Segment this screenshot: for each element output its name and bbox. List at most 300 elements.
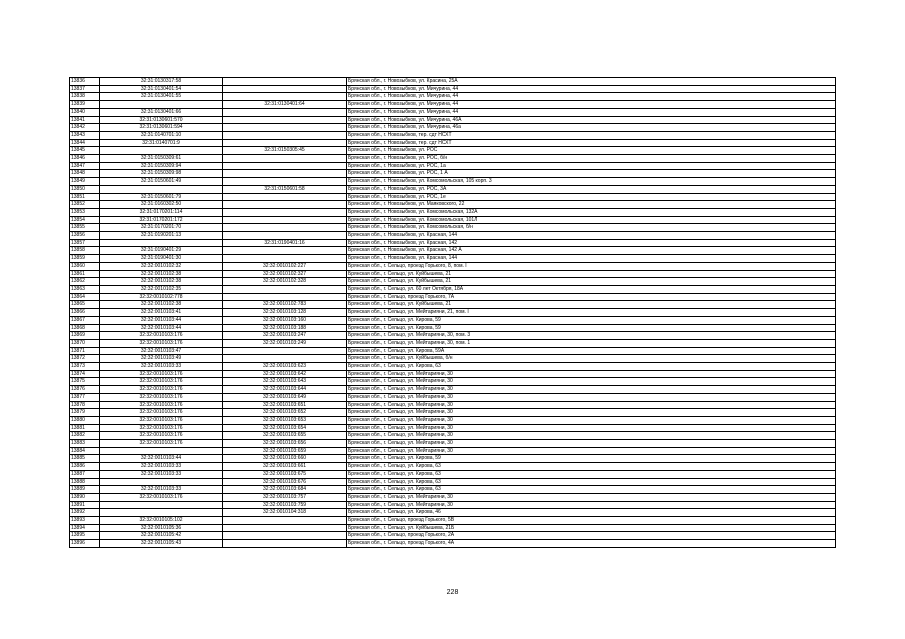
parcel-cadastral-number-cell: [100, 447, 223, 455]
table-row: [70, 463, 836, 471]
table-row: [70, 378, 836, 386]
table-row: [70, 355, 836, 363]
parcel-cadastral-number-cell: 32:32:0010103:33: [100, 463, 223, 471]
parcel-cadastral-number-cell: 32:32:0010105:42: [100, 532, 223, 540]
object-cadastral-number-cell: [223, 524, 347, 532]
row-number-cell: 13894: [70, 524, 100, 532]
table-row: [70, 93, 836, 101]
table-row: [70, 532, 836, 540]
parcel-cadastral-number-cell: 32:32:0010102:32: [100, 262, 223, 270]
object-cadastral-number-cell: 32:32:0010103:643: [223, 378, 347, 386]
address-cell: Брянская обл., г. Новозыбков, ул. Мичурина, 44: [347, 108, 836, 116]
parcel-cadastral-number-cell: 32:32:0010103:176: [100, 493, 223, 501]
row-number-cell: 13850: [70, 185, 100, 193]
object-cadastral-number-cell: 32:31:0150601:58: [223, 185, 347, 193]
address-cell: Брянская обл., г. Сельцо, ул. Кирова, 59А: [347, 347, 836, 355]
row-number-cell: 13839: [70, 101, 100, 109]
address-cell: Брянская обл., г. Сельцо, ул. Мейтарияни, 30: [347, 424, 836, 432]
table-row: [70, 332, 836, 340]
table-row: [70, 540, 836, 548]
parcel-cadastral-number-cell: 32:31:0150601:79: [100, 193, 223, 201]
object-cadastral-number-cell: 32:32:0010103:655: [223, 432, 347, 440]
object-cadastral-number-cell: 32:32:0010103:160: [223, 316, 347, 324]
object-cadastral-number-cell: 32:32:0010102:327: [223, 270, 347, 278]
row-number-cell: 13881: [70, 424, 100, 432]
parcel-cadastral-number-cell: 32:32:0010103:44: [100, 324, 223, 332]
object-cadastral-number-cell: [223, 224, 347, 232]
address-cell: Брянская обл., г. Сельцо, ул. Кирова, 63: [347, 486, 836, 494]
object-cadastral-number-cell: [223, 208, 347, 216]
parcel-cadastral-number-cell: 32:32:0010103:176: [100, 386, 223, 394]
parcel-cadastral-number-cell: 32:31:0150309:94: [100, 162, 223, 170]
object-cadastral-number-cell: 32:32:0010103:661: [223, 463, 347, 471]
address-cell: Брянская обл., г. Сельцо, ул. Куйбышева, б/н: [347, 355, 836, 363]
row-number-cell: 13843: [70, 131, 100, 139]
object-cadastral-number-cell: [223, 285, 347, 293]
object-cadastral-number-cell: [223, 93, 347, 101]
row-number-cell: 13842: [70, 124, 100, 132]
address-cell: Брянская обл., г. Новозыбков, тер. сдт НСХТ: [347, 139, 836, 147]
address-cell: Брянская обл., г. Новозыбков, ул. Комсомольская, б/н: [347, 224, 836, 232]
object-cadastral-number-cell: [223, 540, 347, 548]
parcel-cadastral-number-cell: 32:32:0010103:176: [100, 332, 223, 340]
row-number-cell: 13891: [70, 501, 100, 509]
row-number-cell: 13864: [70, 293, 100, 301]
address-cell: Брянская обл., г. Новозыбков, ул. Мичурина, 44: [347, 93, 836, 101]
row-number-cell: 13855: [70, 224, 100, 232]
parcel-cadastral-number-cell: 32:32:0010103:176: [100, 409, 223, 417]
address-cell: Брянская обл., г. Сельцо, ул. Кирова, 63: [347, 363, 836, 371]
row-number-cell: 13870: [70, 339, 100, 347]
row-number-cell: 13860: [70, 262, 100, 270]
table-row: [70, 324, 836, 332]
row-number-cell: 13879: [70, 409, 100, 417]
table-row: [70, 486, 836, 494]
table-row: [70, 124, 836, 132]
parcel-cadastral-number-cell: 32:31:0140701:10: [100, 131, 223, 139]
table-row: [70, 470, 836, 478]
table-row: [70, 78, 836, 86]
parcel-cadastral-number-cell: [100, 239, 223, 247]
address-cell: Брянская обл., г. Новозыбков, ул. РОС, 1а: [347, 162, 836, 170]
object-cadastral-number-cell: [223, 355, 347, 363]
parcel-cadastral-number-cell: [100, 101, 223, 109]
object-cadastral-number-cell: 32:32:0010103:623: [223, 363, 347, 371]
object-cadastral-number-cell: 32:32:0010103:660: [223, 455, 347, 463]
address-cell: Брянская обл., г. Новозыбков, ул. Красная, 142: [347, 239, 836, 247]
table-row: [70, 208, 836, 216]
row-number-cell: 13890: [70, 493, 100, 501]
parcel-cadastral-number-cell: 32:32:0010105:102: [100, 517, 223, 525]
table-row: [70, 316, 836, 324]
object-cadastral-number-cell: [223, 162, 347, 170]
parcel-cadastral-number-cell: 32:31:0130601:570: [100, 116, 223, 124]
table-row: [70, 116, 836, 124]
address-cell: Брянская обл., г. Сельцо, ул. Мейтарияни, 30: [347, 447, 836, 455]
row-number-cell: 13854: [70, 216, 100, 224]
table-row: [70, 162, 836, 170]
object-cadastral-number-cell: 32:32:0010102:783: [223, 301, 347, 309]
parcel-cadastral-number-cell: 32:32:0010102:778: [100, 293, 223, 301]
row-number-cell: 13837: [70, 85, 100, 93]
object-cadastral-number-cell: [223, 216, 347, 224]
address-cell: Брянская обл., г. Новозыбков, ул. РОС, 1е: [347, 193, 836, 201]
parcel-cadastral-number-cell: 32:31:0190201:13: [100, 232, 223, 240]
object-cadastral-number-cell: 32:32:0010103:249: [223, 339, 347, 347]
address-cell: Брянская обл., г. Новозыбков, ул. РОС, 1 А: [347, 170, 836, 178]
parcel-cadastral-number-cell: 32:31:0150601:49: [100, 178, 223, 186]
row-number-cell: 13847: [70, 162, 100, 170]
table-row: [70, 155, 836, 163]
row-number-cell: 13872: [70, 355, 100, 363]
parcel-cadastral-number-cell: 32:31:0170201:70: [100, 224, 223, 232]
object-cadastral-number-cell: [223, 178, 347, 186]
row-number-cell: 13889: [70, 486, 100, 494]
row-number-cell: 13861: [70, 270, 100, 278]
table-row: [70, 309, 836, 317]
object-cadastral-number-cell: 32:32:0010102:328: [223, 278, 347, 286]
table-row: [70, 285, 836, 293]
address-cell: Брянская обл., г. Сельцо, ул. Мейтарияни, 30: [347, 440, 836, 448]
parcel-cadastral-number-cell: [100, 509, 223, 517]
object-cadastral-number-cell: 32:32:0010103:656: [223, 440, 347, 448]
table-row: [70, 101, 836, 109]
object-cadastral-number-cell: 32:31:0150305:45: [223, 147, 347, 155]
table-row: [70, 108, 836, 116]
parcel-cadastral-number-cell: 32:32:0010103:47: [100, 347, 223, 355]
table-row: [70, 185, 836, 193]
row-number-cell: 13851: [70, 193, 100, 201]
address-cell: Брянская обл., г. Сельцо, ул. Мейтарияни, 30: [347, 416, 836, 424]
parcel-cadastral-number-cell: 32:32:0010105:36: [100, 524, 223, 532]
address-cell: Брянская обл., г. Сельцо, проезд Горького, 7А: [347, 293, 836, 301]
object-cadastral-number-cell: [223, 139, 347, 147]
row-number-cell: 13867: [70, 316, 100, 324]
row-number-cell: 13873: [70, 363, 100, 371]
address-cell: Брянская обл., г. Новозыбков, ул. Маяковского, 22: [347, 201, 836, 209]
address-cell: Брянская обл., г. Сельцо, ул. Мейтарияни, 30, пом. 3: [347, 332, 836, 340]
table-row: [70, 478, 836, 486]
parcel-cadastral-number-cell: 32:31:0150309:61: [100, 155, 223, 163]
address-cell: Брянская обл., г. Новозыбков, ул. РОС: [347, 147, 836, 155]
object-cadastral-number-cell: 32:32:0010103:649: [223, 393, 347, 401]
row-number-cell: 13876: [70, 386, 100, 394]
address-cell: Брянская обл., г. Новозыбков, ул. Красная, 144: [347, 232, 836, 240]
table-row: [70, 517, 836, 525]
parcel-cadastral-number-cell: 32:32:0010103:176: [100, 416, 223, 424]
address-cell: Брянская обл., г. Сельцо, ул. Мейтарияни, 30: [347, 501, 836, 509]
parcel-cadastral-number-cell: [100, 185, 223, 193]
row-number-cell: 13888: [70, 478, 100, 486]
object-cadastral-number-cell: 32:32:0010103:759: [223, 501, 347, 509]
object-cadastral-number-cell: [223, 193, 347, 201]
address-cell: Брянская обл., г. Сельцо, ул. Мейтарияни, 30: [347, 493, 836, 501]
parcel-cadastral-number-cell: 32:32:0010105:43: [100, 540, 223, 548]
row-number-cell: 13859: [70, 255, 100, 263]
table-row: [70, 270, 836, 278]
object-cadastral-number-cell: 32:32:0010103:676: [223, 478, 347, 486]
table-row: [70, 193, 836, 201]
object-cadastral-number-cell: 32:32:0010103:188: [223, 324, 347, 332]
parcel-cadastral-number-cell: 32:32:0010103:176: [100, 401, 223, 409]
address-cell: Брянская обл., г. Сельцо, проезд Горького, 5В: [347, 517, 836, 525]
address-cell: Брянская обл., г. Новозыбков, ул. РОС, б/н: [347, 155, 836, 163]
object-cadastral-number-cell: 32:32:0010103:652: [223, 409, 347, 417]
row-number-cell: 13863: [70, 285, 100, 293]
object-cadastral-number-cell: [223, 85, 347, 93]
table-row: [70, 262, 836, 270]
row-number-cell: 13857: [70, 239, 100, 247]
object-cadastral-number-cell: [223, 347, 347, 355]
table-row: [70, 339, 836, 347]
address-cell: Брянская обл., г. Сельцо, ул. Куйбышева, 21: [347, 270, 836, 278]
address-cell: Брянская обл., г. Сельцо, ул. Куйбышева, 21: [347, 301, 836, 309]
parcel-cadastral-number-cell: 32:32:0010103:49: [100, 355, 223, 363]
row-number-cell: 13868: [70, 324, 100, 332]
row-number-cell: 13875: [70, 378, 100, 386]
parcel-cadastral-number-cell: [100, 501, 223, 509]
row-number-cell: 13856: [70, 232, 100, 240]
address-cell: Брянская обл., г. Новозыбков, ул. Комсомольская, 105 корп. 3: [347, 178, 836, 186]
object-cadastral-number-cell: [223, 293, 347, 301]
parcel-cadastral-number-cell: 32:32:0010103:33: [100, 363, 223, 371]
parcel-cadastral-number-cell: 32:31:0140701:9: [100, 139, 223, 147]
table-row: [70, 247, 836, 255]
row-number-cell: 13853: [70, 208, 100, 216]
table-row: [70, 440, 836, 448]
parcel-cadastral-number-cell: 32:32:0010103:176: [100, 424, 223, 432]
table-row: [70, 239, 836, 247]
parcel-cadastral-number-cell: 32:31:0130317:58: [100, 78, 223, 86]
address-cell: Брянская обл., г. Сельцо, ул. Кирова, 63: [347, 478, 836, 486]
parcel-cadastral-number-cell: 32:31:0150309:98: [100, 170, 223, 178]
row-number-cell: 13896: [70, 540, 100, 548]
parcel-cadastral-number-cell: 32:32:0010103:176: [100, 370, 223, 378]
row-number-cell: 13862: [70, 278, 100, 286]
parcel-cadastral-number-cell: 32:32:0010103:44: [100, 316, 223, 324]
object-cadastral-number-cell: [223, 255, 347, 263]
parcel-cadastral-number-cell: 32:32:0010103:176: [100, 393, 223, 401]
table-row: [70, 416, 836, 424]
parcel-cadastral-number-cell: 32:32:0010103:176: [100, 432, 223, 440]
object-cadastral-number-cell: [223, 247, 347, 255]
address-cell: Брянская обл., г. Новозыбков, ул. Комсомольская, 132А: [347, 208, 836, 216]
row-number-cell: 13871: [70, 347, 100, 355]
object-cadastral-number-cell: [223, 131, 347, 139]
object-cadastral-number-cell: 32:31:0190401:16: [223, 239, 347, 247]
parcel-cadastral-number-cell: 32:31:0130401:55: [100, 93, 223, 101]
object-cadastral-number-cell: [223, 201, 347, 209]
parcel-cadastral-number-cell: 32:32:0010103:44: [100, 455, 223, 463]
parcel-cadastral-number-cell: 32:32:0010103:176: [100, 339, 223, 347]
object-cadastral-number-cell: [223, 124, 347, 132]
table-row: [70, 455, 836, 463]
table-row: [70, 178, 836, 186]
address-cell: Брянская обл., г. Новозыбков, ул. Красная, 144: [347, 255, 836, 263]
address-cell: Брянская обл., г. Сельцо, ул. Куйбышева, 21Б: [347, 524, 836, 532]
address-cell: Брянская обл., г. Сельцо, ул. Мейтарияни, 30: [347, 386, 836, 394]
address-cell: Брянская обл., г. Сельцо, ул. Мейтарияни, 30: [347, 401, 836, 409]
address-cell: Брянская обл., г. Новозыбков, ул. Мичурина, 44: [347, 101, 836, 109]
table-row: [70, 393, 836, 401]
table-row: [70, 347, 836, 355]
object-cadastral-number-cell: 32:32:0010104:318: [223, 509, 347, 517]
table-row: [70, 432, 836, 440]
row-number-cell: 13892: [70, 509, 100, 517]
parcel-cadastral-number-cell: 32:32:0010102:35: [100, 285, 223, 293]
table-row: [70, 363, 836, 371]
parcel-cadastral-number-cell: 32:32:0010103:176: [100, 378, 223, 386]
address-cell: Брянская обл., г. Сельцо, ул. Кирова, 59: [347, 324, 836, 332]
table-row: [70, 447, 836, 455]
table-row: [70, 147, 836, 155]
table-row: [70, 278, 836, 286]
document-sheet: [69, 77, 835, 548]
object-cadastral-number-cell: 32:32:0010103:653: [223, 416, 347, 424]
row-number-cell: 13841: [70, 116, 100, 124]
table-row: [70, 224, 836, 232]
table-row: [70, 131, 836, 139]
address-cell: Брянская обл., г. Сельцо, проезд Горького, 8, пом. I: [347, 262, 836, 270]
address-cell: Брянская обл., г. Сельцо, ул. Мейтарияни, 30: [347, 409, 836, 417]
address-cell: Брянская обл., г. Новозыбков, тер. сдт НСХТ: [347, 131, 836, 139]
table-row: [70, 509, 836, 517]
parcel-cadastral-number-cell: 32:31:0130601:594: [100, 124, 223, 132]
row-number-cell: 13846: [70, 155, 100, 163]
address-cell: Брянская обл., г. Сельцо, ул. Кирова, 59: [347, 455, 836, 463]
parcel-cadastral-number-cell: 32:31:0130401:66: [100, 108, 223, 116]
row-number-cell: 13895: [70, 532, 100, 540]
object-cadastral-number-cell: [223, 517, 347, 525]
row-number-cell: 13848: [70, 170, 100, 178]
address-cell: Брянская обл., г. Сельцо, ул. Кирова, 59: [347, 316, 836, 324]
object-cadastral-number-cell: 32:32:0010102:227: [223, 262, 347, 270]
object-cadastral-number-cell: [223, 108, 347, 116]
parcel-cadastral-number-cell: 32:31:0160302:50: [100, 201, 223, 209]
object-cadastral-number-cell: 32:32:0010103:675: [223, 470, 347, 478]
parcel-cadastral-number-cell: 32:31:0170201:172: [100, 216, 223, 224]
object-cadastral-number-cell: [223, 170, 347, 178]
row-number-cell: 13840: [70, 108, 100, 116]
parcel-cadastral-number-cell: 32:32:0010103:41: [100, 309, 223, 317]
table-row: [70, 501, 836, 509]
page-number: 228: [446, 589, 459, 596]
row-number-cell: 13838: [70, 93, 100, 101]
row-number-cell: 13874: [70, 370, 100, 378]
address-cell: Брянская обл., г. Сельцо, ул. Мейтарияни, 30: [347, 432, 836, 440]
row-number-cell: 13869: [70, 332, 100, 340]
object-cadastral-number-cell: [223, 532, 347, 540]
row-number-cell: 13885: [70, 455, 100, 463]
address-cell: Брянская обл., г. Новозыбков, ул. Красина, 25А: [347, 78, 836, 86]
object-cadastral-number-cell: [223, 155, 347, 163]
table-row: [70, 232, 836, 240]
registry-table-body: [70, 78, 836, 548]
row-number-cell: 13883: [70, 440, 100, 448]
table-row: [70, 401, 836, 409]
object-cadastral-number-cell: 32:32:0010103:654: [223, 424, 347, 432]
parcel-cadastral-number-cell: 32:32:0010103:176: [100, 440, 223, 448]
parcel-cadastral-number-cell: 32:32:0010102:38: [100, 270, 223, 278]
registry-table: [69, 77, 836, 548]
parcel-cadastral-number-cell: [100, 478, 223, 486]
address-cell: Брянская обл., г. Новозыбков, ул. Мичурина, 46а: [347, 124, 836, 132]
object-cadastral-number-cell: 32:32:0010103:642: [223, 370, 347, 378]
object-cadastral-number-cell: 32:32:0010103:684: [223, 486, 347, 494]
parcel-cadastral-number-cell: 32:31:0190401:30: [100, 255, 223, 263]
row-number-cell: 13880: [70, 416, 100, 424]
row-number-cell: 13844: [70, 139, 100, 147]
address-cell: Брянская обл., г. Сельцо, ул. Мейтарияни, 30: [347, 378, 836, 386]
parcel-cadastral-number-cell: [100, 147, 223, 155]
row-number-cell: 13836: [70, 78, 100, 86]
table-row: [70, 493, 836, 501]
address-cell: Брянская обл., г. Новозыбков, ул. Мичурина, 46А: [347, 116, 836, 124]
address-cell: Брянская обл., г. Сельцо, проезд Горького, 4А: [347, 540, 836, 548]
object-cadastral-number-cell: 32:32:0010103:651: [223, 401, 347, 409]
parcel-cadastral-number-cell: 32:32:0010103:33: [100, 470, 223, 478]
address-cell: Брянская обл., г. Сельцо, ул. Куйбышева, 21: [347, 278, 836, 286]
address-cell: Брянская обл., г. Новозыбков, ул. Мичурина, 44: [347, 85, 836, 93]
table-row: [70, 386, 836, 394]
row-number-cell: 13886: [70, 463, 100, 471]
address-cell: Брянская обл., г. Сельцо, ул. Мейтарияни, 30: [347, 370, 836, 378]
address-cell: Брянская обл., г. Сельцо, ул. Кирова, 63: [347, 463, 836, 471]
row-number-cell: 13866: [70, 309, 100, 317]
row-number-cell: 13882: [70, 432, 100, 440]
row-number-cell: 13878: [70, 401, 100, 409]
address-cell: Брянская обл., г. Сельцо, проезд Горького, 2А: [347, 532, 836, 540]
table-row: [70, 301, 836, 309]
object-cadastral-number-cell: 32:32:0010103:247: [223, 332, 347, 340]
row-number-cell: 13887: [70, 470, 100, 478]
table-row: [70, 170, 836, 178]
parcel-cadastral-number-cell: 32:31:0170201:114: [100, 208, 223, 216]
parcel-cadastral-number-cell: 32:32:0010103:33: [100, 486, 223, 494]
row-number-cell: 13852: [70, 201, 100, 209]
address-cell: Брянская обл., г. Сельцо, ул. Кирова, 46: [347, 509, 836, 517]
table-row: [70, 524, 836, 532]
address-cell: Брянская обл., г. Новозыбков, ул. Комсомольская, 101Л: [347, 216, 836, 224]
parcel-cadastral-number-cell: 32:32:0010102:38: [100, 301, 223, 309]
row-number-cell: 13884: [70, 447, 100, 455]
address-cell: Брянская обл., г. Сельцо, ул. 60 лет Октября, 18А: [347, 285, 836, 293]
address-cell: Брянская обл., г. Сельцо, ул. Кирова, 63: [347, 470, 836, 478]
row-number-cell: 13877: [70, 393, 100, 401]
address-cell: Брянская обл., г. Новозыбков, ул. Красная, 142 А: [347, 247, 836, 255]
table-row: [70, 424, 836, 432]
row-number-cell: 13865: [70, 301, 100, 309]
object-cadastral-number-cell: 32:32:0010103:757: [223, 493, 347, 501]
object-cadastral-number-cell: [223, 116, 347, 124]
parcel-cadastral-number-cell: 32:31:0130401:54: [100, 85, 223, 93]
table-row: [70, 370, 836, 378]
object-cadastral-number-cell: 32:31:0130401:64: [223, 101, 347, 109]
table-row: [70, 409, 836, 417]
row-number-cell: 13858: [70, 247, 100, 255]
address-cell: Брянская обл., г. Сельцо, ул. Мейтарияни, 21, пом. I: [347, 309, 836, 317]
object-cadastral-number-cell: [223, 78, 347, 86]
address-cell: Брянская обл., г. Новозыбков, ул. РОС, 3А: [347, 185, 836, 193]
row-number-cell: 13893: [70, 517, 100, 525]
address-cell: Брянская обл., г. Сельцо, ул. Мейтарияни, 30: [347, 393, 836, 401]
object-cadastral-number-cell: 32:32:0010103:644: [223, 386, 347, 394]
row-number-cell: 13845: [70, 147, 100, 155]
object-cadastral-number-cell: [223, 232, 347, 240]
table-row: [70, 293, 836, 301]
parcel-cadastral-number-cell: 32:31:0190401:29: [100, 247, 223, 255]
table-row: [70, 216, 836, 224]
